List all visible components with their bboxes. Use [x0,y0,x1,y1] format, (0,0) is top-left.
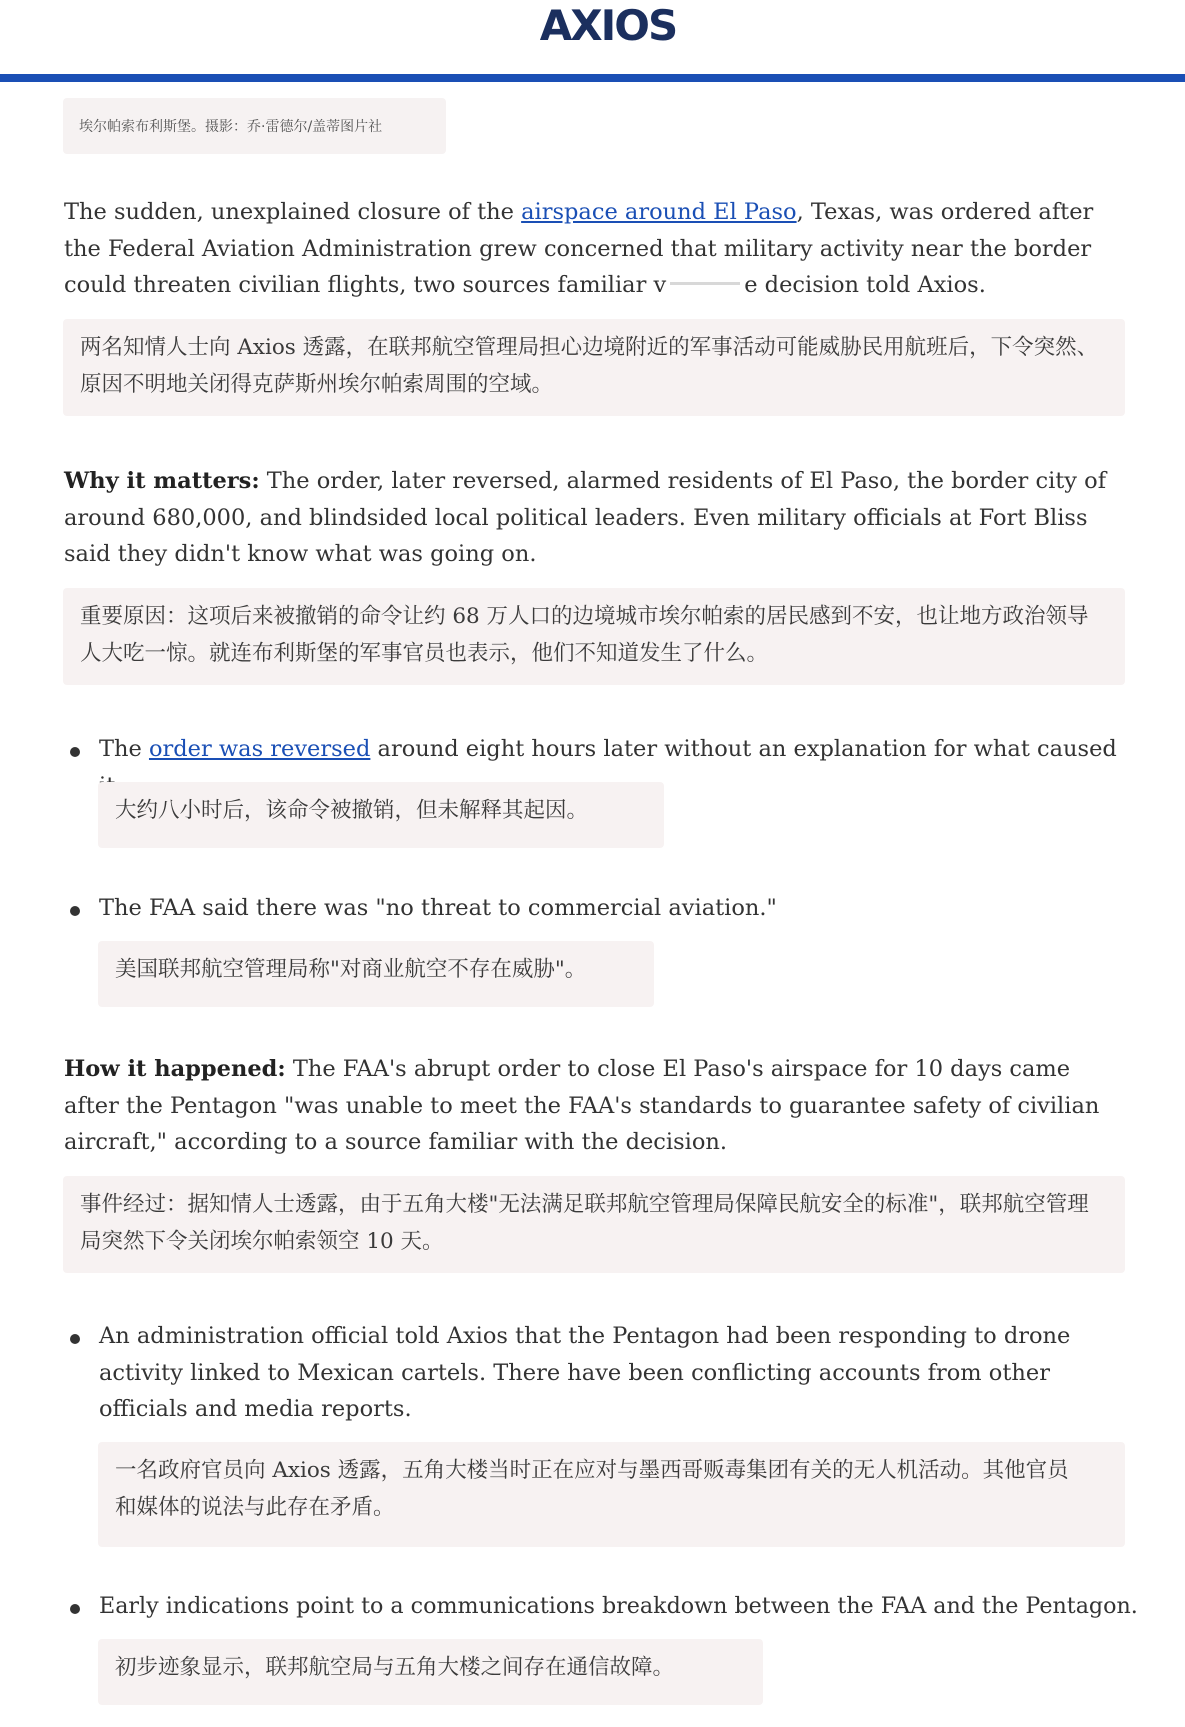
bullet-dot [70,747,80,757]
bullet-item-4: Early indications point to a communications breakdown between the FAA and the Pentagon. [99,1593,1138,1619]
bullet-item-2: The FAA said there was "no threat to commercial aviation." [99,895,777,921]
axios-logo[interactable] [533,2,683,46]
bullet-dot [70,1334,80,1344]
bullet-dot [70,906,80,916]
bullet-dot [70,1604,80,1614]
translation-box-1: 两名知情人士向 Axios 透露，在联邦航空管理局担心边境附近的军事活动可能威胁民用航班后，下令突然、原因不明地关闭得克萨斯州埃尔帕索周围的空域。 [63,319,1125,416]
how-it-happened-paragraph: How it happened: The FAA's abrupt order to close El Paso's airspace for 10 days came after the Pentagon "was unable to meet the FAA's standards to guarantee safety of civilian aircraft," according to a source familiar with the decision. [64,1056,1100,1155]
axios-logo-text: AXIOS [539,2,677,46]
photo-caption: 埃尔帕索布利斯堡。摄影：乔·雷德尔/盖蒂图片社 [63,98,446,154]
translation-box-2: 重要原因：这项后来被撤销的命令让约 68 万人口的边境城市埃尔帕索的居民感到不安，也让地方政治领导人大吃一惊。就连布利斯堡的军事官员也表示，他们不知道发生了什么。 [63,588,1125,685]
translation-box-7: 初步迹象显示，联邦航空局与五角大楼之间存在通信故障。 [98,1639,763,1705]
translation-box-6: 一名政府官员向 Axios 透露，五角大楼当时正在应对与墨西哥贩毒集团有关的无人机活动。其他官员和媒体的说法与此存在矛盾。 [98,1442,1125,1547]
why-it-matters-paragraph: Why it matters: The order, later reversed, alarmed residents of El Paso, the border city of around 680,000, and blindsided local political leaders. Even military officials at Fort Bliss said they didn't know what was going on. [64,468,1107,567]
bullet-item-1: The order was reversed around eight hours later without an explanation for what caused [99,736,1117,762]
how-it-happened-label: How it happened: [64,1056,286,1082]
site-header [0,0,1185,76]
header-divider [0,74,1185,82]
article-paragraph-1: The sudden, unexplained closure of the airspace around El Paso, Texas, was ordered after the Federal Aviation Administration grew concerned that military activity near the border could threaten civilian flights, two sources familiar v e decision told Axios. [64,199,1094,298]
order-reversed-link[interactable]: order was reversed [148,736,371,762]
airspace-link[interactable]: airspace around El Paso [521,199,797,225]
translation-box-3: 大约八小时后，该命令被撤销，但未解释其起因。 [98,782,664,848]
why-it-matters-label: Why it matters: [64,468,260,494]
translation-box-5: 事件经过：据知情人士透露，由于五角大楼"无法满足联邦航空管理局保障民航安全的标准"，联邦航空管理局突然下令关闭埃尔帕索领空 10 天。 [63,1176,1125,1273]
redaction-mark [666,272,744,294]
bullet-item-3: An administration official told Axios that the Pentagon had been responding to drone activity linked to Mexican cartels. There have been conflicting accounts from other officials and media reports. [99,1323,1071,1422]
translation-box-4: 美国联邦航空管理局称"对商业航空不存在威胁"。 [98,941,654,1007]
